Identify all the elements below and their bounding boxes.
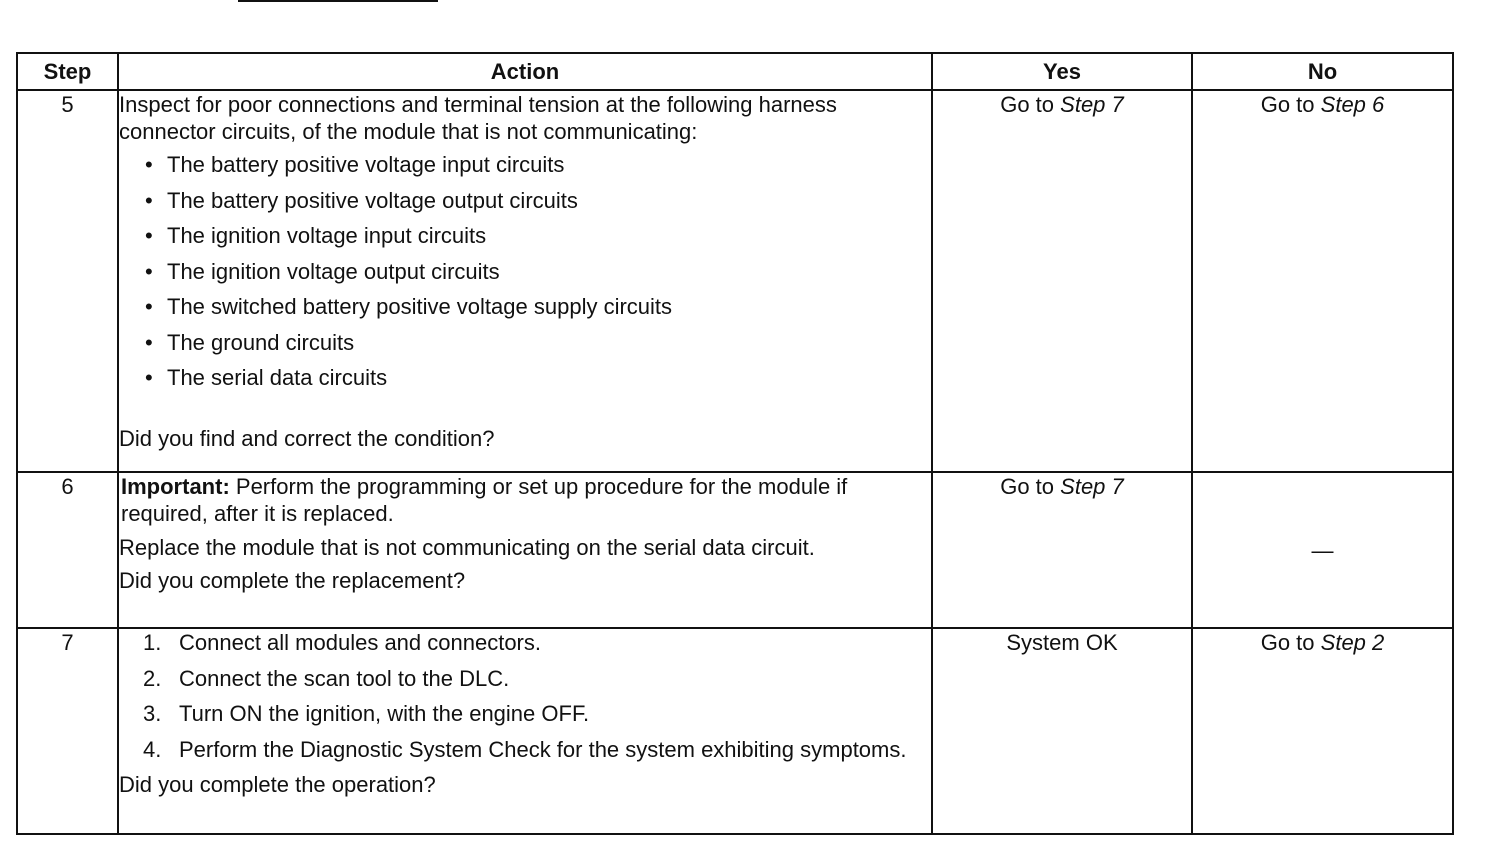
list-item-text: The ignition voltage output circuits: [167, 258, 500, 284]
no-cell: [1192, 472, 1453, 628]
action-cell: [118, 90, 932, 472]
bullet-icon: •: [145, 294, 153, 319]
list-item-text: The ignition voltage input circuits: [167, 223, 487, 248]
action-question: Did you complete the replacement?: [119, 568, 466, 593]
header-action: Action: [118, 53, 932, 90]
circuit-list: [119, 151, 931, 391]
list-item: [145, 151, 931, 178]
list-item-text: The battery positive voltage input circuits: [167, 152, 565, 177]
step-number: 5: [17, 90, 118, 472]
bullet-icon: •: [145, 329, 153, 355]
list-item-text: The battery positive voltage output circuits: [167, 187, 578, 213]
list-item: [143, 736, 931, 763]
important-text: Perform the programming or set up procedure for the module if required, after it is replaced.: [121, 474, 848, 526]
list-item-number: 2.: [143, 665, 162, 691]
important-label: Important:: [121, 474, 230, 499]
list-item-number: 4.: [143, 736, 162, 762]
diagnostic-table: [16, 52, 1454, 835]
list-item-number: 3.: [143, 701, 162, 726]
important-note: [121, 473, 931, 527]
yes-prefix: Go to: [1000, 92, 1055, 117]
list-item: [145, 329, 931, 356]
bullet-icon: •: [145, 187, 153, 213]
no-step-link: Step 6: [1320, 92, 1385, 117]
list-item: [145, 222, 931, 249]
header-step: Step: [17, 53, 118, 90]
yes-text: System OK: [1006, 630, 1118, 655]
action-cell: [118, 628, 932, 834]
action-question: Did you complete the operation?: [119, 772, 436, 797]
top-rule: [238, 0, 438, 2]
list-item: [143, 665, 931, 692]
table-row: [17, 472, 1453, 628]
list-item: [145, 364, 931, 391]
no-cell: [1192, 90, 1453, 472]
yes-cell: [932, 472, 1192, 628]
no-cell: [1192, 628, 1453, 834]
procedure-list: [119, 629, 931, 763]
list-item: [145, 187, 931, 214]
yes-cell: [932, 628, 1192, 834]
step-number: 6: [17, 472, 118, 628]
bullet-icon: •: [145, 365, 153, 390]
yes-cell: [932, 90, 1192, 472]
list-item-text: The switched battery positive voltage supply circuits: [167, 294, 673, 319]
no-dash: —: [1311, 537, 1334, 563]
list-item: [143, 700, 931, 727]
bullet-icon: •: [145, 152, 153, 177]
list-item: [143, 629, 931, 656]
action-question: Did you find and correct the condition?: [119, 426, 495, 451]
no-prefix: Go to: [1260, 92, 1315, 117]
no-prefix: Go to: [1260, 630, 1315, 655]
list-item-number: 1.: [143, 630, 162, 655]
action-intro: Inspect for poor connections and terminal tension at the following harness connector circuits, of the module that is not communicating:: [119, 92, 837, 144]
list-item-text: The ground circuits: [167, 329, 355, 355]
table-header-row: [17, 53, 1453, 90]
action-instruction: Replace the module that is not communicating on the serial data circuit.: [119, 535, 815, 560]
list-item-text: Perform the Diagnostic System Check for the system exhibiting symptoms.: [179, 736, 907, 762]
list-item: [145, 293, 931, 320]
yes-step-link: Step 7: [1060, 92, 1124, 117]
bullet-icon: •: [145, 258, 153, 284]
table-row: [17, 90, 1453, 472]
list-item: [145, 258, 931, 285]
list-item-text: Turn ON the ignition, with the engine OFF.: [179, 701, 590, 726]
header-yes: Yes: [932, 53, 1192, 90]
header-no: No: [1192, 53, 1453, 90]
step-number: 7: [17, 628, 118, 834]
list-item-text: Connect all modules and connectors.: [179, 630, 541, 655]
bullet-icon: •: [145, 223, 153, 248]
yes-step-link: Step 7: [1060, 474, 1124, 499]
yes-prefix: Go to: [1000, 474, 1055, 499]
list-item-text: Connect the scan tool to the DLC.: [179, 665, 510, 691]
table-row: [17, 628, 1453, 834]
list-item-text: The serial data circuits: [167, 365, 388, 390]
action-cell: [118, 472, 932, 628]
no-step-link: Step 2: [1320, 630, 1385, 655]
